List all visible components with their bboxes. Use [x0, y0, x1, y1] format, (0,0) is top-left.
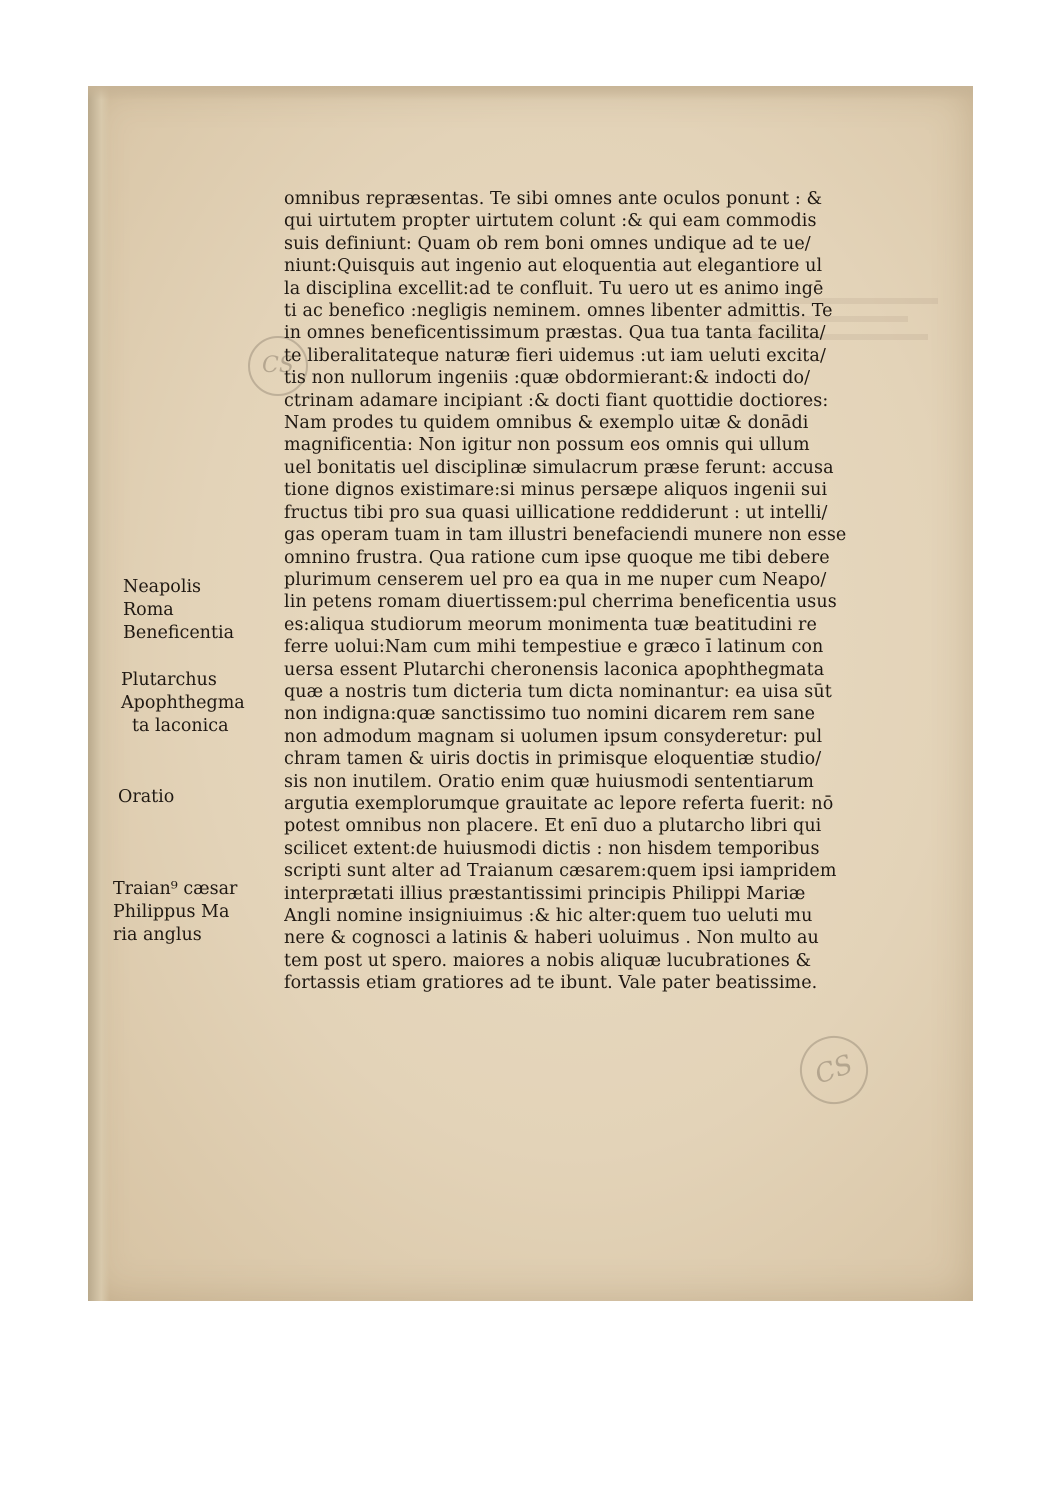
text-line: fortassis etiam gratiores ad te ibunt. Vale pater beatissime.	[284, 973, 818, 994]
text-line: quæ a nostris tum dicteria tum dicta nominantur: ea uisa sūt	[284, 681, 832, 702]
margin-note-roma: Roma	[123, 600, 174, 620]
text-line: ferre uolui:Nam cum mihi tempestiue e græco ī latinum con	[284, 637, 824, 658]
body-text	[284, 188, 904, 995]
margin-note-traian: Traian⁹ cæsar	[113, 879, 238, 899]
text-line: omnibus repræsentas. Te sibi omnes ante oculos ponunt : &	[284, 189, 823, 209]
text-line: scripti sunt alter ad Traianum cæsarem:quem ipsi iampridem	[284, 861, 837, 882]
library-stamp-bottom	[790, 1026, 877, 1113]
text-line: uersa essent Plutarchi cheronensis laconica apophthegmata	[284, 659, 825, 680]
margin-note-philippus: Philippus Ma	[113, 902, 230, 922]
text-line: niunt:Quisquis aut ingenio aut eloquentia aut elegantiore ul	[284, 256, 823, 277]
text-line: tione dignos existimare:si minus persæpe aliquos ingenii sui	[284, 480, 828, 501]
margin-note-oratio: Oratio	[118, 787, 175, 807]
text-line: in omnes beneficentissimum præstas. Qua tua tanta facilita/	[284, 323, 826, 344]
text-line: scilicet extent:de huiusmodi dictis : non hisdem temporibus	[284, 838, 820, 859]
page-gutter-shadow	[88, 86, 110, 1301]
text-line: argutia exemplorumque grauitate ac lepore referta fuerit: nō	[284, 793, 834, 814]
text-line: non admodum magnam si uolumen ipsum consyderetur: pul	[284, 726, 823, 747]
margin-note-neapolis: Neapolis	[123, 577, 202, 597]
text-line: uel bonitatis uel disciplinæ simulacrum præse ferunt: accusa	[284, 457, 834, 478]
text-line: gas operam tuam in tam illustri benefaciendi munere non esse	[284, 525, 847, 546]
text-line: la disciplina excellit:ad te confluit. Tu uero ut es animo ingē	[284, 278, 824, 299]
margin-note-apophthegma: Apophthegma	[121, 693, 245, 713]
text-line: tis non nullorum ingeniis :quæ obdormierant:& indocti do/	[284, 368, 811, 389]
text-line: sis non inutilem. Oratio enim quæ huiusmodi sententiarum	[284, 771, 814, 792]
text-line: magnificentia: Non igitur non possum eos omnis qui ullum	[284, 435, 810, 456]
library-stamp	[248, 336, 308, 396]
text-line: omnino frustra. Qua ratione cum ipse quoque me tibi debere	[284, 547, 830, 568]
text-line: tem post ut spero. maiores a nobis aliquæ lucubrationes &	[284, 950, 812, 971]
text-line: Nam prodes tu quidem omnibus & exemplo uitæ & donādi	[284, 413, 809, 434]
text-line: Angli nomine insigniuimus :& hic alter:quem tuo ueluti mu	[284, 906, 813, 926]
text-line: fructus tibi pro sua quasi uillicatione reddiderunt : ut intelli/	[284, 502, 828, 523]
text-line: qui uirtutem propter uirtutem colunt :& qui eam commodis	[284, 211, 817, 232]
text-line: suis definiunt: Quam ob rem boni omnes undique ad te ue/	[284, 233, 811, 254]
text-line: te liberalitateque naturæ fieri uidemus :ut iam ueluti excita/	[284, 345, 826, 366]
library-stamp-bottom-letters: CS	[811, 1049, 857, 1091]
text-line: ctrinam adamare incipiant :& docti fiant quottidie doctiores:	[284, 390, 829, 411]
text-line: chram tamen & uiris doctis in primisque eloquentiæ studio/	[284, 749, 822, 770]
library-stamp-letters: CS	[262, 353, 294, 378]
text-line: es:aliqua studiorum meorum monimenta tuæ beatitudini re	[284, 614, 817, 635]
text-line: lin petens romam diuertissem:pul cherrima beneficentia usus	[284, 592, 837, 613]
text-line: non indigna:quæ sanctissimo tuo nomini dicarem rem sane	[284, 704, 816, 725]
margin-note-plutarchus: Plutarchus	[121, 670, 217, 690]
text-line: potest omnibus non placere. Et enī duo a plutarcho libri qui	[284, 816, 822, 837]
text-line: nere & cognosci a latinis & haberi uoluimus . Non multo au	[284, 928, 819, 949]
margin-note-beneficentia: Beneficentia	[123, 623, 235, 643]
text-line: ti ac benefico :negligis neminem. omnes libenter admittis. Te	[284, 301, 833, 322]
text-line: interprætati illius præstantissimi principis Philippi Mariæ	[284, 883, 806, 904]
margin-note-philippus-cont: ria anglus	[113, 925, 202, 945]
margin-note-apophthegma-cont: ta laconica	[132, 716, 229, 736]
page-top-edge	[88, 86, 973, 100]
text-line: plurimum censerem uel pro ea qua in me nuper cum Neapo/	[284, 569, 827, 590]
scanned-page	[88, 86, 973, 1301]
